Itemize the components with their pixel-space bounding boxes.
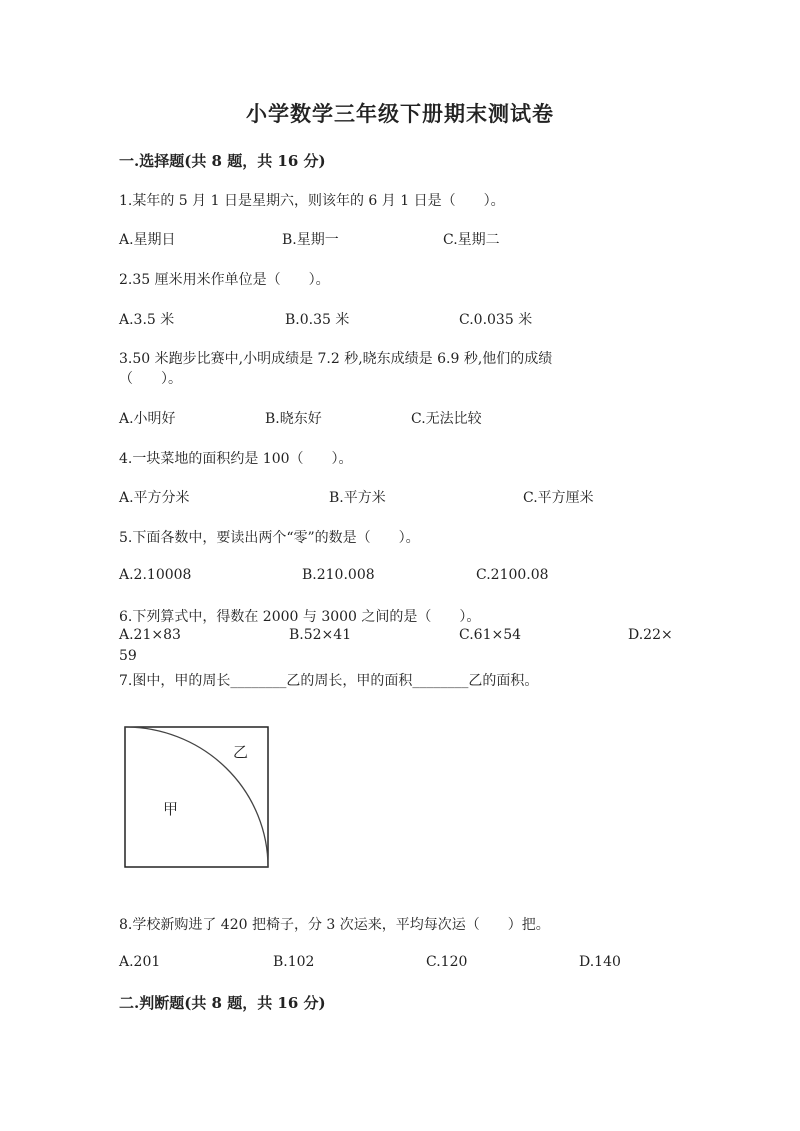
section-1-heading: 一.选择题(共 8 题，共 16 分) — [119, 152, 326, 170]
question-1-stem: 1.某年的 5 月 1 日是星期六，则该年的 6 月 1 日是（ ）。 — [119, 193, 505, 209]
section-2-heading: 二.判断题(共 8 题，共 16 分) — [119, 994, 326, 1012]
question-2-option-b: B.0.35 米 — [285, 312, 350, 328]
question-3-option-b: B.晓东好 — [265, 411, 322, 427]
question-3-option-a: A.小明好 — [119, 411, 176, 427]
question-2-stem: 2.35 厘米用米作单位是（ ）。 — [119, 272, 330, 288]
question-6-option-d-wrap: 59 — [119, 648, 137, 664]
question-7-stem: 7.图中，甲的周长________乙的周长，甲的面积________乙的面积。 — [119, 673, 539, 689]
question-1-option-a: A.星期日 — [119, 232, 176, 248]
question-4-option-c: C.平方厘米 — [523, 490, 594, 506]
question-5-option-a: A.2.10008 — [119, 567, 192, 583]
question-1-option-c: C.星期二 — [443, 232, 500, 248]
question-2-option-c: C.0.035 米 — [459, 312, 533, 328]
question-8-option-c: C.120 — [426, 954, 468, 970]
question-8-option-a: A.201 — [119, 954, 161, 970]
page-title: 小学数学三年级下册期末测试卷 — [246, 101, 554, 126]
question-6-stem: 6.下列算式中，得数在 2000 与 3000 之间的是（ ）。 — [119, 609, 481, 625]
question-4-option-a: A.平方分米 — [119, 490, 190, 506]
question-4-option-b: B.平方米 — [329, 490, 386, 506]
question-8-option-b: B.102 — [273, 954, 315, 970]
question-8-option-d: D.140 — [579, 954, 621, 970]
question-5-stem: 5.下面各数中，要读出两个“零”的数是（ ）。 — [119, 530, 420, 546]
question-3-stem-line2: （ ）。 — [119, 371, 182, 387]
question-1-option-b: B.星期一 — [282, 232, 339, 248]
question-8-stem: 8.学校新购进了 420 把椅子，分 3 次运来，平均每次运（ ）把。 — [119, 917, 550, 933]
question-6-option-b: B.52×41 — [289, 627, 352, 643]
label-jia: 甲 — [163, 800, 179, 818]
question-7-figure — [118, 720, 274, 872]
question-5-option-b: B.210.008 — [302, 567, 375, 583]
question-3-stem-line1: 3.50 米跑步比赛中,小明成绩是 7.2 秒,晓东成绩是 6.9 秒,他们的成绩 — [119, 351, 553, 367]
question-4-stem: 4.一块菜地的面积约是 100（ ）。 — [119, 451, 353, 467]
question-6-option-a: A.21×83 — [119, 627, 181, 643]
question-2-option-a: A.3.5 米 — [119, 312, 175, 328]
label-yi: 乙 — [233, 743, 249, 761]
question-6-option-d: D.22× — [628, 627, 673, 643]
question-6-option-c: C.61×54 — [459, 627, 522, 643]
question-3-option-c: C.无法比较 — [411, 411, 482, 427]
question-5-option-c: C.2100.08 — [476, 567, 549, 583]
